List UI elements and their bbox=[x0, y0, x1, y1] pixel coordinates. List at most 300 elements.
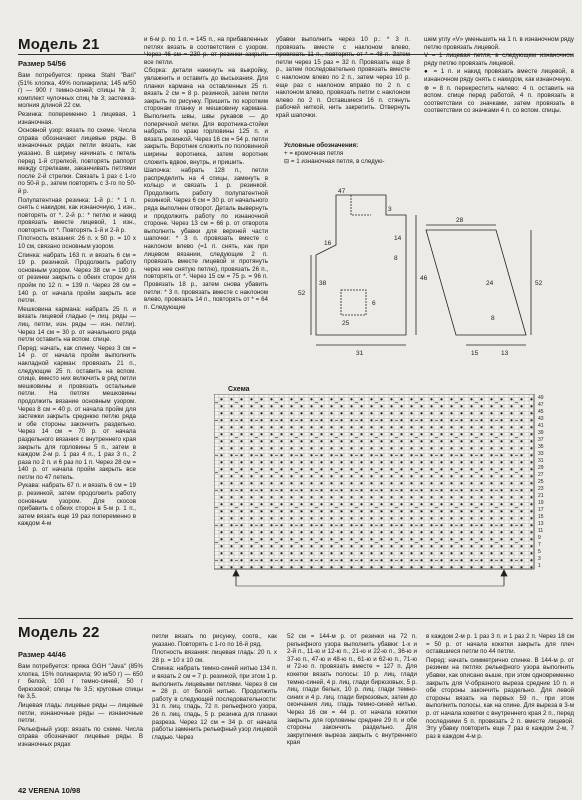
stitch-mark bbox=[230, 440, 232, 442]
stitch-mark bbox=[430, 538, 432, 540]
stitch-mark bbox=[250, 482, 252, 484]
stitch-mark bbox=[315, 490, 318, 491]
stitch-mark bbox=[390, 398, 392, 400]
stitch-mark bbox=[360, 538, 362, 540]
stitch-mark bbox=[510, 510, 512, 512]
stitch-mark bbox=[490, 566, 492, 568]
stitch-mark bbox=[530, 447, 532, 449]
stitch-mark bbox=[220, 552, 222, 554]
stitch-mark bbox=[490, 475, 492, 477]
stitch-mark bbox=[470, 566, 472, 568]
stitch-mark bbox=[370, 538, 372, 540]
stitch-mark bbox=[450, 531, 452, 533]
row-label: 23 bbox=[538, 486, 544, 492]
stitch-mark bbox=[340, 531, 342, 533]
stitch-mark bbox=[440, 538, 442, 540]
stitch-mark bbox=[490, 454, 492, 456]
stitch-mark bbox=[490, 538, 492, 540]
stitch-mark bbox=[315, 402, 318, 403]
stitch-mark bbox=[250, 559, 252, 561]
stitch-mark bbox=[450, 566, 452, 568]
stitch-mark bbox=[240, 419, 242, 421]
stitch-mark bbox=[490, 503, 492, 505]
stitch-mark bbox=[395, 525, 398, 526]
stitch-mark bbox=[360, 468, 362, 470]
stitch-mark bbox=[375, 542, 378, 543]
model-21-title: Модель 21 bbox=[18, 36, 100, 53]
stitch-mark bbox=[250, 454, 252, 456]
stitch-mark bbox=[500, 524, 502, 526]
paragraph: Рельефный узор: вязать по схеме. Числа справа обозначают лицевые ряды. В изнаночных рядах bbox=[18, 725, 143, 748]
stitch-mark bbox=[410, 433, 412, 435]
stitch-mark bbox=[240, 405, 242, 407]
stitch-mark bbox=[340, 461, 342, 463]
stitch-mark bbox=[475, 472, 478, 473]
stitch-mark bbox=[520, 398, 522, 400]
stitch-mark bbox=[450, 510, 452, 512]
stitch-mark bbox=[310, 405, 312, 407]
stitch-mark bbox=[450, 482, 452, 484]
stitch-mark bbox=[440, 440, 442, 442]
stitch-mark bbox=[260, 475, 262, 477]
stitch-mark bbox=[530, 559, 532, 561]
stitch-mark bbox=[310, 433, 312, 435]
stitch-mark bbox=[330, 447, 332, 449]
stitch-mark bbox=[320, 566, 322, 568]
stitch-mark bbox=[400, 517, 402, 519]
stitch-mark bbox=[500, 454, 502, 456]
stitch-mark bbox=[410, 545, 412, 547]
stitch-mark bbox=[460, 545, 462, 547]
stitch-mark bbox=[510, 454, 512, 456]
paragraph: шем углу «V» уменьшить на 1 п. в изнаночном ряду петлю провязать лицевой. bbox=[424, 36, 574, 51]
stitch-mark bbox=[395, 455, 398, 456]
stitch-mark bbox=[490, 461, 492, 463]
stitch-mark bbox=[410, 482, 412, 484]
stitch-mark bbox=[250, 447, 252, 449]
stitch-mark bbox=[480, 496, 482, 498]
stitch-mark bbox=[490, 559, 492, 561]
stitch-mark bbox=[290, 489, 292, 491]
stitch-mark bbox=[515, 437, 518, 438]
stitch-mark bbox=[330, 552, 332, 554]
stitch-mark bbox=[310, 503, 312, 505]
stitch-mark bbox=[455, 437, 458, 438]
stitch-mark bbox=[410, 496, 412, 498]
stitch-mark bbox=[310, 482, 312, 484]
stitch-mark bbox=[510, 496, 512, 498]
stitch-mark bbox=[495, 525, 498, 526]
stitch-mark bbox=[350, 545, 352, 547]
stitch-mark bbox=[380, 426, 382, 428]
stitch-mark bbox=[450, 468, 452, 470]
stitch-mark bbox=[215, 420, 218, 421]
stitch-mark bbox=[410, 531, 412, 533]
stitch-mark bbox=[490, 412, 492, 414]
stitch-mark bbox=[530, 440, 532, 442]
stitch-mark bbox=[390, 426, 392, 428]
stitch-mark bbox=[455, 402, 458, 403]
stitch-mark bbox=[280, 398, 282, 400]
paragraph: Вам потребуется: пряжа Stahl "Bari" (51% хлопка, 49% полиакрила; 145 м/50 г) — 900 г темно-синей; спицы № 3; комплект чулочных спиц № 3; застежка-молния длиной 22 см. bbox=[18, 72, 136, 110]
stitch-mark bbox=[380, 447, 382, 449]
stitch-mark bbox=[240, 475, 242, 477]
stitch-mark bbox=[410, 552, 412, 554]
stitch-mark bbox=[310, 559, 312, 561]
paragraph: Полупатентная резинка: 1-й р.: * 1 п. снять с накидом, как изнаночную, 1 изн., повторять от *. 2-й р.: * петлю и накид провязать вместе лицевой, 1 изн., повторять от *. Повторять 1-й и 2-й р. bbox=[18, 196, 136, 234]
stitch-mark bbox=[340, 482, 342, 484]
stitch-mark bbox=[375, 560, 378, 561]
stitch-mark bbox=[320, 545, 322, 547]
stitch-mark bbox=[220, 517, 222, 519]
stitch-mark bbox=[500, 559, 502, 561]
stitch-mark bbox=[490, 531, 492, 533]
stitch-mark bbox=[360, 433, 362, 435]
stitch-mark bbox=[330, 461, 332, 463]
stitch-mark bbox=[420, 489, 422, 491]
stitch-mark bbox=[470, 552, 472, 554]
stitch-mark bbox=[370, 559, 372, 561]
stitch-mark bbox=[350, 440, 352, 442]
stitch-mark bbox=[480, 531, 482, 533]
dim-label: 47 bbox=[338, 188, 346, 195]
stitch-mark bbox=[310, 566, 312, 568]
stitch-mark bbox=[350, 566, 352, 568]
stitch-mark bbox=[530, 482, 532, 484]
model-22-title: Модель 22 bbox=[18, 624, 100, 641]
stitch-mark bbox=[520, 419, 522, 421]
stitch-mark bbox=[460, 489, 462, 491]
stitch-mark bbox=[300, 489, 302, 491]
model-22-column-3 bbox=[287, 633, 417, 783]
stitch-mark bbox=[410, 559, 412, 561]
stitch-mark bbox=[270, 447, 272, 449]
stitch-mark bbox=[220, 433, 222, 435]
stitch-mark bbox=[240, 447, 242, 449]
stitch-mark bbox=[370, 510, 372, 512]
stitch-mark bbox=[400, 510, 402, 512]
stitch-mark bbox=[290, 531, 292, 533]
stitch-mark bbox=[300, 503, 302, 505]
stitch-mark bbox=[350, 454, 352, 456]
stitch-mark bbox=[255, 507, 258, 508]
stitch-mark bbox=[435, 490, 438, 491]
stitch-mark bbox=[460, 496, 462, 498]
stitch-mark bbox=[310, 412, 312, 414]
stitch-mark bbox=[360, 405, 362, 407]
stitch-mark bbox=[295, 542, 298, 543]
stitch-mark bbox=[490, 447, 492, 449]
stitch-mark bbox=[440, 545, 442, 547]
stitch-mark bbox=[475, 507, 478, 508]
stitch-mark bbox=[415, 507, 418, 508]
paragraph: Плотность вязания: 26 п. х 50 р. = 10 х 10 см, связано основным узором. bbox=[18, 235, 136, 251]
stitch-mark bbox=[430, 482, 432, 484]
stitch-mark bbox=[250, 440, 252, 442]
stitch-mark bbox=[510, 566, 512, 568]
row-label: 21 bbox=[538, 493, 544, 499]
stitch-mark bbox=[390, 531, 392, 533]
stitch-mark bbox=[380, 496, 382, 498]
stitch-mark bbox=[230, 447, 232, 449]
stitch-mark bbox=[275, 490, 278, 491]
stitch-mark bbox=[420, 510, 422, 512]
stitch-mark bbox=[440, 510, 442, 512]
stitch-mark bbox=[230, 510, 232, 512]
stitch-mark bbox=[490, 524, 492, 526]
stitch-mark bbox=[400, 503, 402, 505]
stitch-mark bbox=[400, 489, 402, 491]
stitch-mark bbox=[270, 482, 272, 484]
stitch-mark bbox=[515, 455, 518, 456]
stitch-mark bbox=[430, 426, 432, 428]
row-label: 25 bbox=[538, 479, 544, 485]
stitch-mark bbox=[215, 455, 218, 456]
stitch-mark bbox=[500, 545, 502, 547]
stitch-mark bbox=[450, 426, 452, 428]
stitch-mark bbox=[500, 405, 502, 407]
stitch-mark bbox=[250, 524, 252, 526]
stitch-mark bbox=[235, 490, 238, 491]
stitch-mark bbox=[330, 531, 332, 533]
stitch-mark bbox=[510, 419, 512, 421]
stitch-mark bbox=[360, 545, 362, 547]
stitch-mark bbox=[390, 440, 392, 442]
stitch-mark bbox=[530, 531, 532, 533]
stitch-mark bbox=[470, 454, 472, 456]
stitch-mark bbox=[360, 461, 362, 463]
stitch-mark bbox=[260, 538, 262, 540]
symbol-item: + = кромочная петля bbox=[284, 150, 344, 157]
stitch-mark bbox=[250, 545, 252, 547]
stitch-mark bbox=[450, 454, 452, 456]
stitch-mark bbox=[420, 517, 422, 519]
stitch-mark bbox=[300, 496, 302, 498]
stitch-mark bbox=[515, 402, 518, 403]
stitch-mark bbox=[500, 475, 502, 477]
stitch-mark bbox=[310, 538, 312, 540]
stitch-mark bbox=[260, 412, 262, 414]
stitch-mark bbox=[350, 412, 352, 414]
stitch-mark bbox=[500, 517, 502, 519]
stitch-mark bbox=[530, 419, 532, 421]
dim-label: 14 bbox=[394, 235, 402, 242]
stitch-mark bbox=[490, 405, 492, 407]
stitch-mark bbox=[430, 447, 432, 449]
stitch-mark bbox=[440, 566, 442, 568]
stitch-mark bbox=[460, 447, 462, 449]
stitch-mark bbox=[270, 398, 272, 400]
paragraph: петли вязать по рисунку, соотв., как указано. Повторять с 1-го по 16-й ряд. bbox=[152, 633, 277, 648]
stitch-mark bbox=[470, 517, 472, 519]
stitch-mark bbox=[415, 525, 418, 526]
stitch-mark bbox=[230, 524, 232, 526]
stitch-mark bbox=[220, 496, 222, 498]
stitch-mark bbox=[400, 538, 402, 540]
stitch-mark bbox=[300, 552, 302, 554]
stitch-mark bbox=[275, 507, 278, 508]
stitch-mark bbox=[280, 531, 282, 533]
stitch-mark bbox=[420, 566, 422, 568]
dim-label: 8 bbox=[491, 315, 495, 322]
stitch-mark bbox=[530, 545, 532, 547]
stitch-mark bbox=[440, 489, 442, 491]
stitch-mark bbox=[390, 419, 392, 421]
stitch-mark bbox=[495, 542, 498, 543]
stitch-mark bbox=[295, 472, 298, 473]
stitch-mark bbox=[470, 538, 472, 540]
stitch-mark bbox=[230, 454, 232, 456]
stitch-mark bbox=[390, 454, 392, 456]
stitch-mark bbox=[330, 475, 332, 477]
paragraph: ● = 1 п. и накид провязать вместе лицевой, в изнаночном ряду снять с накидом, как изнаночную. bbox=[424, 68, 574, 83]
stitch-mark bbox=[520, 468, 522, 470]
stitch-mark bbox=[315, 507, 318, 508]
stitch-mark bbox=[320, 426, 322, 428]
stitch-mark bbox=[480, 468, 482, 470]
stitch-mark bbox=[520, 489, 522, 491]
stitch-mark bbox=[410, 538, 412, 540]
stitch-mark bbox=[370, 503, 372, 505]
stitch-mark bbox=[230, 538, 232, 540]
stitch-mark bbox=[290, 482, 292, 484]
stitch-mark bbox=[390, 510, 392, 512]
stitch-mark bbox=[520, 482, 522, 484]
stitch-mark bbox=[270, 426, 272, 428]
stitch-mark bbox=[280, 482, 282, 484]
stitch-mark bbox=[220, 482, 222, 484]
stitch-mark bbox=[490, 496, 492, 498]
stitch-mark bbox=[380, 461, 382, 463]
stitch-mark bbox=[470, 510, 472, 512]
paragraph: и 6-м р. по 1 п. = 145 п., на прибавленных петлях вязать в соответствии с узором. Через 46 см = 230 р. от резинки закрыть все петли. bbox=[144, 36, 268, 66]
dim-label: 16 bbox=[324, 240, 332, 247]
stitch-mark bbox=[455, 490, 458, 491]
row-label: 15 bbox=[538, 514, 544, 520]
stitch-mark bbox=[410, 524, 412, 526]
stitch-mark bbox=[315, 455, 318, 456]
stitch-mark bbox=[415, 472, 418, 473]
stitch-mark bbox=[500, 489, 502, 491]
stitch-mark bbox=[530, 433, 532, 435]
stitch-mark bbox=[420, 524, 422, 526]
stitch-mark bbox=[250, 405, 252, 407]
stitch-mark bbox=[450, 405, 452, 407]
stitch-mark bbox=[460, 559, 462, 561]
stitch-mark bbox=[530, 552, 532, 554]
stitch-mark bbox=[390, 524, 392, 526]
stitch-mark bbox=[360, 454, 362, 456]
stitch-mark bbox=[370, 531, 372, 533]
stitch-mark bbox=[250, 517, 252, 519]
stitch-mark bbox=[410, 566, 412, 568]
stitch-mark bbox=[450, 496, 452, 498]
stitch-mark bbox=[230, 545, 232, 547]
stitch-mark bbox=[380, 524, 382, 526]
stitch-mark bbox=[400, 566, 402, 568]
stitch-mark bbox=[495, 420, 498, 421]
stitch-mark bbox=[350, 447, 352, 449]
body-piece-outline bbox=[316, 195, 406, 335]
stitch-mark bbox=[380, 531, 382, 533]
stitch-mark bbox=[490, 545, 492, 547]
stitch-mark bbox=[520, 517, 522, 519]
row-label: 37 bbox=[538, 437, 544, 443]
stitch-mark bbox=[495, 560, 498, 561]
stitch-mark bbox=[440, 398, 442, 400]
stitch-mark bbox=[280, 510, 282, 512]
stitch-mark bbox=[475, 542, 478, 543]
stitch-mark bbox=[380, 566, 382, 568]
stitch-mark bbox=[520, 447, 522, 449]
stitch-mark bbox=[220, 454, 222, 456]
stitch-mark bbox=[255, 437, 258, 438]
stitch-mark bbox=[260, 398, 262, 400]
stitch-mark bbox=[450, 412, 452, 414]
stitch-mark bbox=[240, 461, 242, 463]
stitch-mark bbox=[470, 475, 472, 477]
stitch-mark bbox=[330, 503, 332, 505]
paragraph: Сборка: детали накинуть на выкройку, увлажнить и оставить до высыхания. Для планки кармана на оставленных 25 п. вязать 2 см = 8 р. резинкой, затем петли закрыть по рисунку. Пришить по коротким сторонам планку и мешковину кармана. Выполнить швы, швы рукавов — до поперечной метки. Для воротника-стойки набрать по краю горловины 125 п. и вязать резинкой. Через 16 см = 54 р. петли закрыть. Воротник сложить по половинной ширины воротника, затем воротник сложить вдвое, внутрь, и пришить. bbox=[144, 67, 268, 166]
stitch-mark bbox=[290, 503, 292, 505]
stitch-mark bbox=[330, 559, 332, 561]
stitch-mark bbox=[235, 560, 238, 561]
stitch-mark bbox=[480, 538, 482, 540]
stitch-mark bbox=[510, 412, 512, 414]
stitch-mark bbox=[510, 545, 512, 547]
stitch-mark bbox=[295, 437, 298, 438]
stitch-mark bbox=[340, 510, 342, 512]
paragraph: Рукава: набрать 67 п. и вязать 6 см = 19 р. резинкой, затем продолжить работу основным узором. Для скосов прибавить с обеих сторон в 5-м р. 1 п., затем вязать еще 19 раз попеременно в каждом 4-м bbox=[18, 482, 136, 528]
stitch-mark bbox=[370, 412, 372, 414]
stitch-mark bbox=[310, 510, 312, 512]
stitch-mark bbox=[320, 552, 322, 554]
stitch-mark bbox=[270, 496, 272, 498]
stitch-mark bbox=[320, 517, 322, 519]
stitch-mark bbox=[320, 489, 322, 491]
stitch-mark bbox=[295, 507, 298, 508]
stitch-mark bbox=[500, 496, 502, 498]
stitch-mark bbox=[335, 437, 338, 438]
stitch-mark bbox=[510, 468, 512, 470]
stitch-mark bbox=[290, 454, 292, 456]
stitch-mark bbox=[430, 468, 432, 470]
stitch-mark bbox=[470, 447, 472, 449]
stitch-mark bbox=[320, 412, 322, 414]
stitch-mark bbox=[450, 440, 452, 442]
stitch-mark bbox=[300, 412, 302, 414]
stitch-mark bbox=[480, 503, 482, 505]
stitch-mark bbox=[290, 559, 292, 561]
stitch-mark bbox=[520, 475, 522, 477]
stitch-mark bbox=[335, 507, 338, 508]
stitch-mark bbox=[340, 517, 342, 519]
stitch-mark bbox=[215, 525, 218, 526]
stitch-mark bbox=[510, 433, 512, 435]
stitch-mark bbox=[350, 496, 352, 498]
stitch-mark bbox=[270, 538, 272, 540]
stitch-mark bbox=[320, 503, 322, 505]
stitch-mark bbox=[490, 398, 492, 400]
stitch-mark bbox=[340, 503, 342, 505]
stitch-mark bbox=[350, 405, 352, 407]
stitch-mark bbox=[240, 566, 242, 568]
stitch-mark bbox=[270, 545, 272, 547]
stitch-mark bbox=[270, 419, 272, 421]
stitch-mark bbox=[255, 490, 258, 491]
stitch-mark bbox=[455, 455, 458, 456]
stitch-mark bbox=[260, 426, 262, 428]
